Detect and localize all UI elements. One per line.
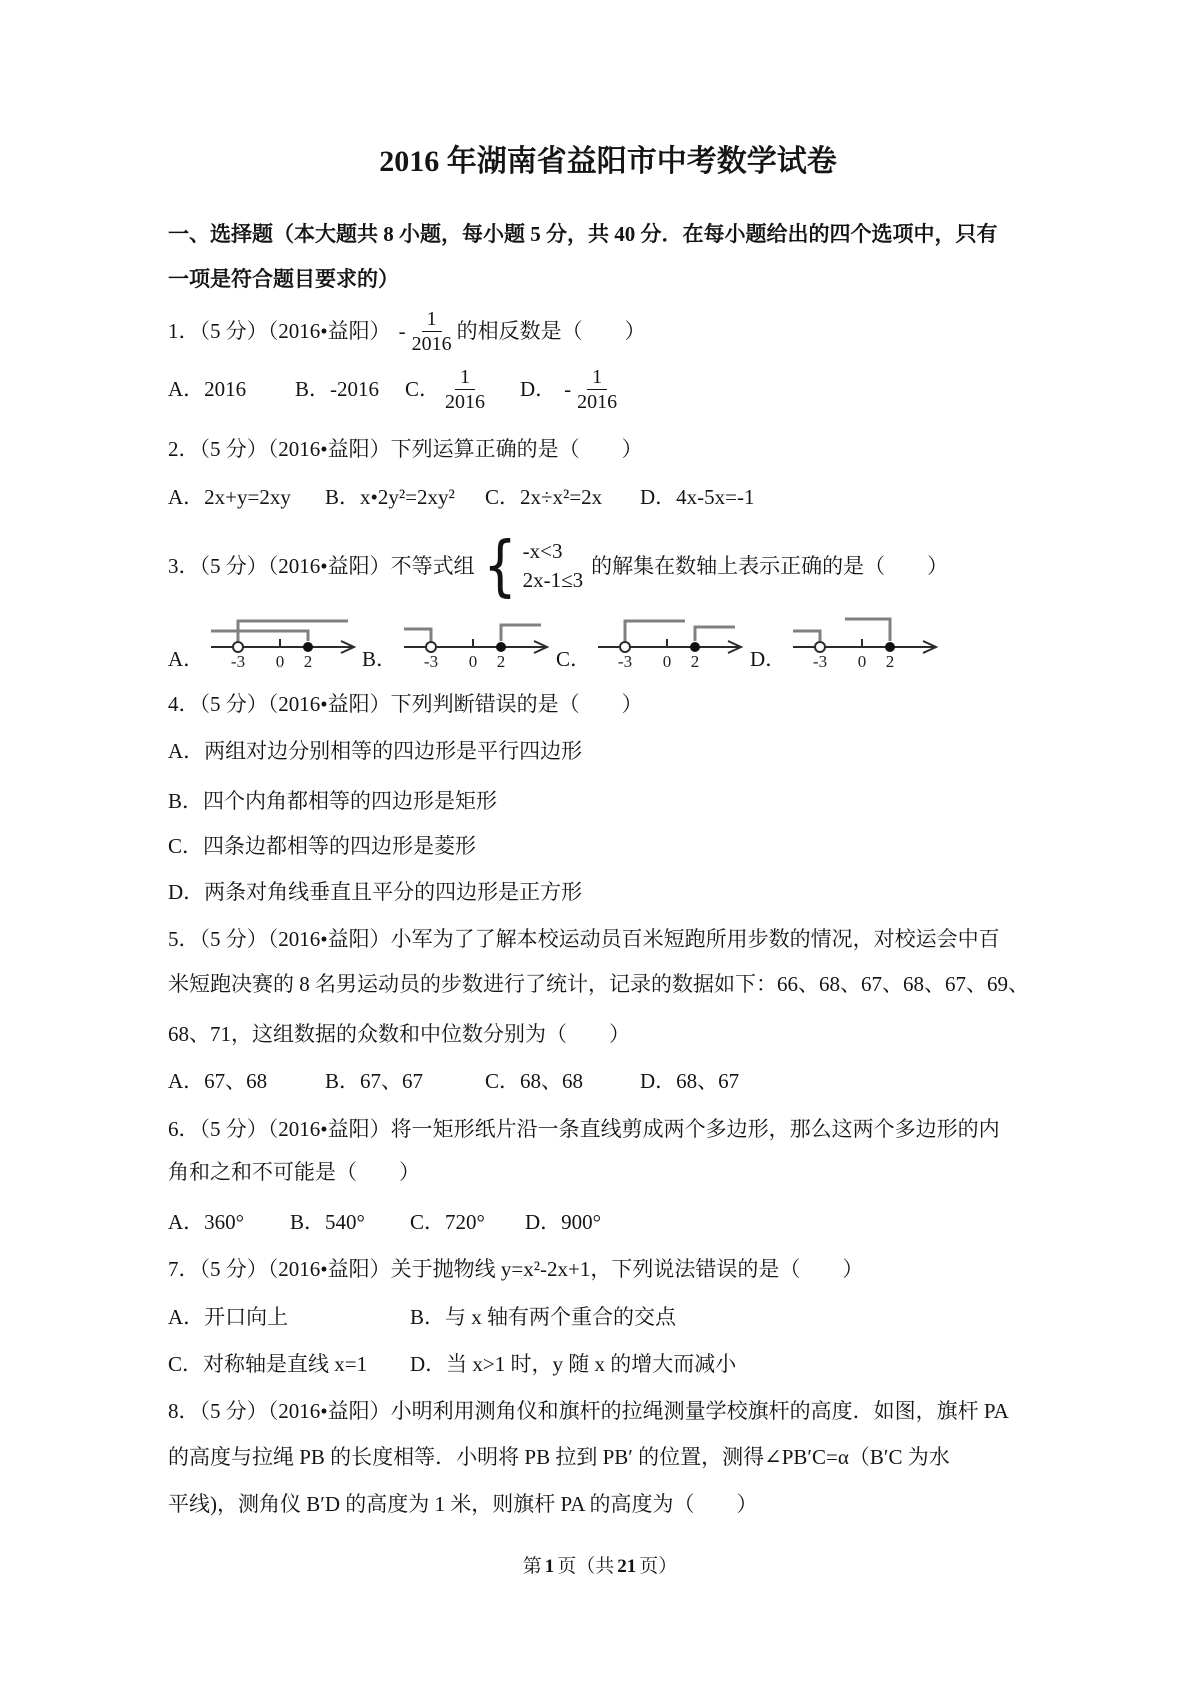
question-6-option-a: A．360° (168, 1210, 245, 1234)
question-7-option-c: C．对称轴是直线 x=1 (168, 1352, 368, 1376)
minus-sign: - (564, 377, 572, 401)
question-6-option-d: D．900° (525, 1210, 602, 1234)
option-label: B． (295, 377, 331, 401)
svg-text:0: 0 (857, 652, 867, 671)
question-1-prefix: 1．（5 分）（2016•益阳） (168, 319, 391, 343)
section-heading-line2: 一项是符合题目要求的） (168, 267, 399, 291)
inequality-2: 2x-1≤3 (522, 568, 584, 592)
question-3-numberline-options (168, 611, 1048, 671)
question-8-line3: 平线)，测角仪 B′D 的高度为 1 米，则旗杆 PA 的高度为（ ） (168, 1492, 758, 1516)
question-6-line2: 角和之和不可能是（ ） (168, 1160, 420, 1184)
question-1-stem (168, 303, 1048, 359)
question-3-stem (168, 524, 1048, 608)
svg-text:-3: -3 (617, 652, 633, 671)
numberline-option-b (362, 611, 556, 671)
question-6-option-b: B．540° (290, 1210, 365, 1234)
fraction-numerator: 1 (587, 365, 607, 390)
option-label: D． (520, 377, 557, 401)
numberline-b-diagram (401, 611, 553, 671)
question-1-option-a (168, 374, 295, 404)
question-4-option-a: A．两组对边分别相等的四边形是平行四边形 (168, 739, 583, 763)
option-label: A． (168, 377, 205, 401)
question-1-option-d (520, 365, 1048, 414)
inequality-1: -x<3 (522, 539, 563, 563)
svg-text:-3: -3 (423, 652, 439, 671)
fraction-numerator: 1 (455, 365, 475, 390)
question-1-suffix: 的相反数是（ ） (456, 319, 646, 343)
option-label: D． (750, 647, 787, 671)
question-3-prefix: 3．（5 分）（2016•益阳）不等式组 (168, 554, 475, 578)
numberline-option-d (750, 611, 944, 671)
question-1-options (168, 361, 1048, 417)
footer-total-pages: 21 (617, 1556, 637, 1577)
question-7-options-row1 (168, 1302, 1048, 1332)
fraction-denominator: 2016 (577, 390, 618, 413)
numberline-a-diagram (208, 611, 360, 671)
question-3-suffix: 的解集在数轴上表示正确的是（ ） (591, 554, 949, 578)
numberline-c-diagram (595, 611, 747, 671)
svg-text:0: 0 (662, 652, 672, 671)
question-7-option-d: D．当 x>1 时，y 随 x 的增大而减小 (410, 1352, 737, 1376)
option-label: C． (556, 647, 592, 671)
question-2-stem: 2．（5 分）（2016•益阳）下列运算正确的是（ ） (168, 437, 643, 461)
question-2-option-c: C．2x÷x²=2x (485, 485, 603, 509)
option-label: A． (168, 647, 205, 671)
fraction (410, 307, 454, 356)
question-7-stem: 7．（5 分）（2016•益阳）关于抛物线 y=x²-2x+1，下列说法错误的是（ ） (168, 1257, 864, 1281)
svg-text:2: 2 (885, 652, 895, 671)
question-2-options (168, 482, 1048, 512)
svg-text:2: 2 (496, 652, 506, 671)
section-heading-line1: 一、选择题（本大题共 8 小题，每小题 5 分，共 40 分．在每小题给出的四个选项中，只有 (168, 222, 998, 246)
footer-prefix: 第 (522, 1556, 542, 1577)
question-5-option-b: B．67、67 (325, 1069, 424, 1093)
numberline-d-diagram (790, 611, 942, 671)
svg-text:2: 2 (303, 652, 313, 671)
question-5-line2: 米短跑决赛的 8 名男运动员的步数进行了统计，记录的数据如下：66、68、67、68、67、69、 (168, 972, 1029, 996)
question-5-line1: 5．（5 分）（2016•益阳）小军为了了解本校运动员百米短跑所用步数的情况，对校运会中百 (168, 927, 1000, 951)
fraction-denominator: 2016 (445, 390, 486, 413)
question-7-option-a: A．开口向上 (168, 1305, 289, 1329)
question-4-option-b: B．四个内角都相等的四边形是矩形 (168, 789, 498, 813)
svg-text:0: 0 (468, 652, 478, 671)
question-5-line3: 68、71，这组数据的众数和中位数分别为（ ） (168, 1022, 630, 1046)
question-5-option-a: A．67、68 (168, 1069, 268, 1093)
page-title: 2016 年湖南省益阳市中考数学试卷 (379, 145, 837, 178)
question-7-options-row2 (168, 1349, 1048, 1379)
question-4-option-d: D．两条对角线垂直且平分的四边形是正方形 (168, 880, 583, 904)
question-1-option-b (295, 374, 405, 404)
fraction (575, 365, 619, 414)
question-8-line1: 8．（5 分）（2016•益阳）小明利用测角仪和旗杆的拉绳测量学校旗杆的高度．如图，旗杆 PA (168, 1399, 1009, 1423)
option-label: C． (405, 377, 441, 401)
fraction (443, 365, 487, 414)
question-2-option-a: A．2x+y=2xy (168, 485, 291, 509)
question-5-options (168, 1066, 1048, 1096)
question-1-option-c (405, 365, 520, 414)
page-footer (0, 1554, 1200, 1580)
question-5-option-d: D．68、67 (640, 1069, 740, 1093)
option-value: 2016 (204, 377, 247, 401)
numberline-option-c (556, 611, 750, 671)
footer-suffix: 页） (639, 1556, 678, 1577)
footer-page-number: 1 (544, 1556, 555, 1577)
option-value: -2016 (330, 377, 380, 401)
question-6-option-c: C．720° (410, 1210, 485, 1234)
question-4-option-c: C．四条边都相等的四边形是菱形 (168, 834, 477, 858)
svg-text:2: 2 (690, 652, 700, 671)
question-4-stem: 4．（5 分）（2016•益阳）下列判断错误的是（ ） (168, 692, 643, 716)
question-8-line2: 的高度与拉绳 PB 的长度相等．小明将 PB 拉到 PB′ 的位置，测得∠PB′C=α（B′C 为水 (168, 1445, 950, 1469)
inequality-system (523, 537, 584, 595)
question-5-option-c: C．68、68 (485, 1069, 584, 1093)
question-2-option-d: D．4x-5x=-1 (640, 485, 755, 509)
svg-text:0: 0 (275, 652, 285, 671)
question-6-line1: 6．（5 分）（2016•益阳）将一矩形纸片沿一条直线剪成两个多边形，那么这两个多边形的内 (168, 1117, 1000, 1141)
numberline-option-a (168, 611, 362, 671)
fraction-numerator: 1 (422, 307, 442, 332)
system-brace: { (482, 527, 517, 605)
footer-mid: 页（共 (557, 1556, 615, 1577)
svg-text:-3: -3 (813, 652, 828, 671)
question-2-option-b: B．x•2y²=2xy² (325, 485, 455, 509)
fraction-denominator: 2016 (411, 332, 452, 355)
minus-sign: - (398, 319, 406, 343)
question-7-option-b: B．与 x 轴有两个重合的交点 (410, 1305, 677, 1329)
svg-text:-3: -3 (231, 652, 246, 671)
question-6-options (168, 1207, 1048, 1237)
option-label: B． (362, 647, 398, 671)
